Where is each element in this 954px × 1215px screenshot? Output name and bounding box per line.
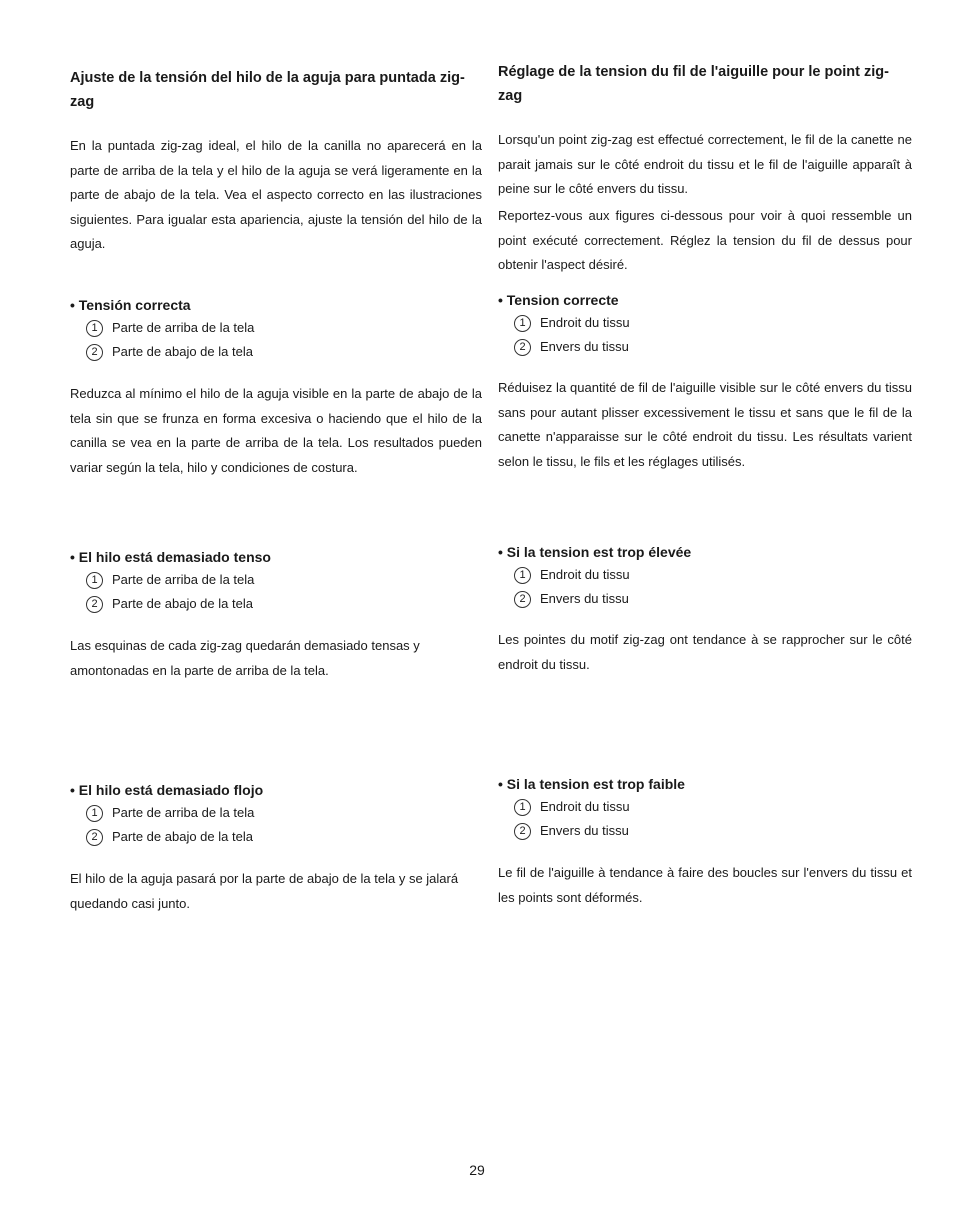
french-intro2: Reportez-vous aux figures ci-dessous pour voir à quoi ressemble un point exécuté correctement. Réglez la tension du fil de dessus pour obtenir l'aspect désiré. [498,208,912,272]
list-item [514,795,912,819]
french-section-high [498,541,912,611]
circled-number-2: 2 [514,823,531,840]
item-label: Parte de abajo de la tela [112,344,253,359]
list-item [514,819,912,843]
french-intro: Lorsqu'un point zig-zag est effectué correctement, le fil de la canette ne parait jamais sur le côté endroit du tissu et le fil de l'aiguille apparaît à peine sur le côté envers du tissu. [498,132,912,196]
section-heading: • Tension correcte [498,292,619,308]
section-heading: • El hilo está demasiado flojo [70,782,264,798]
spanish-section-tight [70,546,482,616]
list-item [514,311,912,335]
french-title-block [498,60,912,108]
french-title: Réglage de la tension du fil de l'aiguille pour le point zig-zag [498,64,889,104]
circled-number-1: 1 [514,799,531,816]
circled-number-1: 1 [86,320,103,337]
item-label: Envers du tissu [540,591,629,606]
french-section-high-text-block [498,628,912,677]
section-text: Reduzca al mínimo el hilo de la aguja visible en la parte de abajo de la tela sin que se frunza en forma excesiva o haciendo que el hilo de la canilla se vea en la parte de arriba de la tela. Los resultados pueden variar según la tela, hilo y condiciones de costura. [70,386,482,475]
circled-number-2: 2 [514,339,531,356]
spanish-section-correct [70,294,482,364]
item-label: Parte de arriba de la tela [112,805,255,820]
list-item [86,316,482,340]
circled-number-1: 1 [514,315,531,332]
item-label: Endroit du tissu [540,567,630,582]
item-label: Envers du tissu [540,823,629,838]
list-item [514,587,912,611]
section-heading: • El hilo está demasiado tenso [70,549,271,565]
section-heading: • Si la tension est trop faible [498,776,685,792]
french-section-low-text-block [498,861,912,910]
spanish-intro: En la puntada zig-zag ideal, el hilo de la canilla no aparecerá en la parte de arriba de la tela y el hilo de la aguja se verá ligeramente en la parte de abajo de la tela. Vea el aspecto correcto en las ilustraciones siguientes. Para igualar esta apariencia, ajuste la tensión del hilo de la aguja. [70,138,482,251]
spanish-intro-block [70,134,482,257]
item-label: Parte de arriba de la tela [112,320,255,335]
spanish-section-loose-text-block [70,867,482,916]
list-item [514,563,912,587]
item-label: Parte de abajo de la tela [112,829,253,844]
list-item [86,825,482,849]
spanish-section-correct-text-block [70,382,482,480]
spanish-title: Ajuste de la tensión del hilo de la aguja para puntada zig-zag [70,70,465,110]
circled-number-2: 2 [86,596,103,613]
item-label: Endroit du tissu [540,315,630,330]
item-label: Endroit du tissu [540,799,630,814]
section-text: Las esquinas de cada zig-zag quedarán demasiado tensas y amontonadas en la parte de arriba de la tela. [70,638,420,678]
circled-number-1: 1 [86,805,103,822]
list-item [86,801,482,825]
french-intro-block [498,128,912,202]
section-text: Les pointes du motif zig-zag ont tendance à se rapprocher sur le côté endroit du tissu. [498,632,912,672]
section-text: Réduisez la quantité de fil de l'aiguille visible sur le côté envers du tissu sans pour autant plisser excessivement le tissu et sans que le fil de la canette n'apparaisse sur le côté endroit du tissu. Les résultats varient selon le tissu, le fils et les réglages utilisés. [498,380,912,469]
spanish-title-block [70,66,482,114]
french-intro2-block [498,204,912,278]
spanish-section-loose [70,779,482,849]
spanish-section-tight-text-block [70,634,450,683]
french-section-correct-text-block [498,376,912,474]
item-label: Parte de arriba de la tela [112,572,255,587]
list-item [86,592,482,616]
circled-number-2: 2 [514,591,531,608]
section-text: Le fil de l'aiguille à tendance à faire des boucles sur l'envers du tissu et les points sont déformés. [498,865,912,905]
circled-number-2: 2 [86,829,103,846]
item-label: Envers du tissu [540,339,629,354]
circled-number-1: 1 [514,567,531,584]
page-number: 29 [469,1162,485,1178]
section-text: El hilo de la aguja pasará por la parte de abajo de la tela y se jalará quedando casi junto. [70,871,459,911]
circled-number-1: 1 [86,572,103,589]
circled-number-2: 2 [86,344,103,361]
list-item [514,335,912,359]
list-item [86,568,482,592]
french-section-low [498,773,912,843]
french-section-correct [498,289,912,359]
section-heading: • Si la tension est trop élevée [498,544,692,560]
section-heading: • Tensión correcta [70,297,191,313]
list-item [86,340,482,364]
item-label: Parte de abajo de la tela [112,596,253,611]
